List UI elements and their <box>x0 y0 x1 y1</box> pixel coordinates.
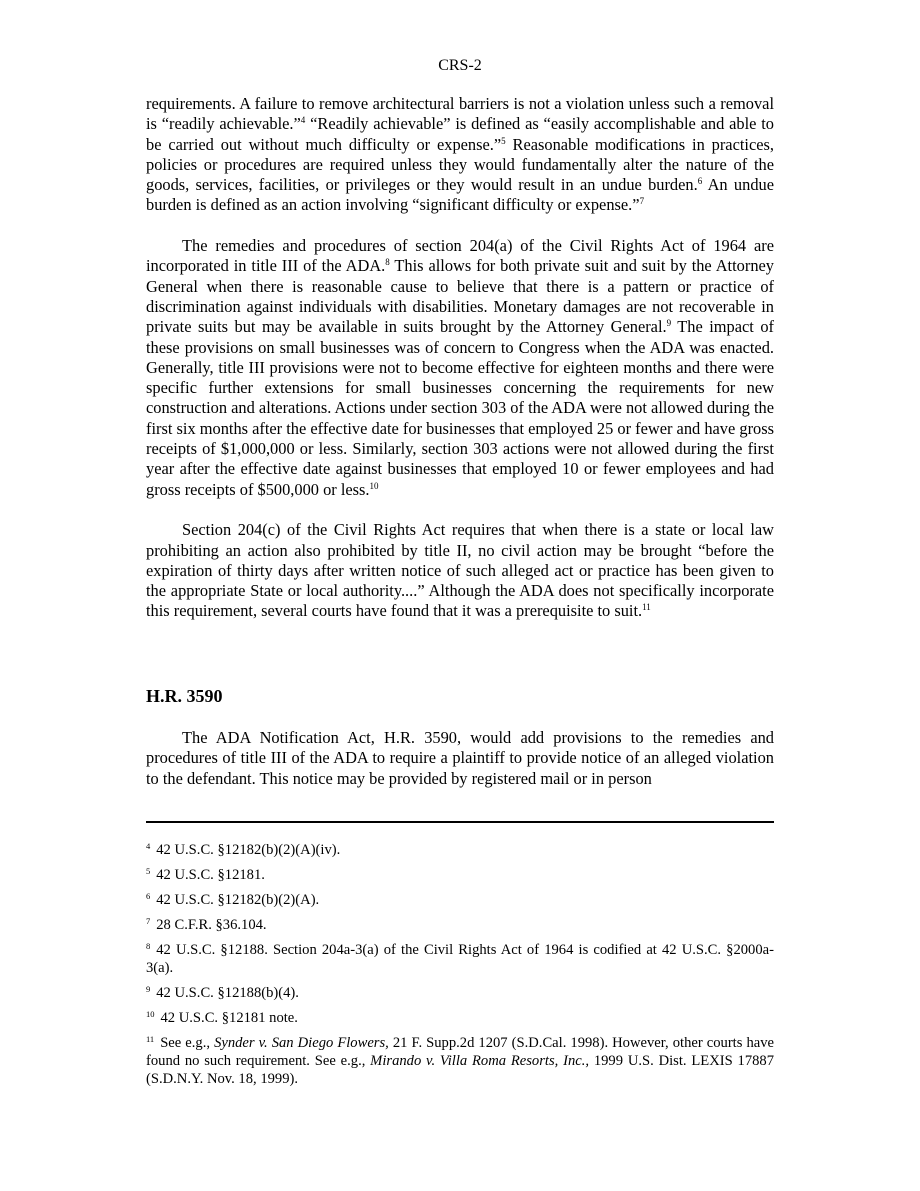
footnote-ref-6[interactable]: 6 <box>697 176 703 187</box>
paragraph-text: Reasonable modifications in practices, policies or procedures are required unless they would fundamentally alter the nature of the goods, services, facilities, or privileges or they would result in an undue burden. <box>146 134 774 195</box>
footnote-number: 8 <box>146 941 151 951</box>
footnote-text: 42 U.S.C. §12181. <box>156 867 265 883</box>
case-citation-mirando: Mirando v. Villa Roma Resorts, Inc., <box>370 1053 590 1069</box>
footnote-10 <box>146 1009 774 1027</box>
page-number-label: CRS-2 <box>438 57 482 74</box>
paragraph-section-204c <box>146 520 774 621</box>
footnote-8 <box>146 941 774 977</box>
footnote-9 <box>146 984 774 1002</box>
paragraph-text: The impact of these provisions on small businesses was of concern to Congress when the ADA was enacted. Generally, title III provisions were not to become effective for eighteen months and there were specific further extensions for small businesses concerning the requirements for new construction and alterations. Actions under section 303 of the ADA were not allowed during the first six months after the effective date for businesses that employed 25 or fewer and have gross receipts of $1,000,000 or less. Similarly, section 303 actions were not allowed during the first year after the effective date against businesses that employed 10 or fewer employees and had gross receipts of $500,000 or less. <box>146 317 774 499</box>
footnote-ref-10[interactable]: 10 <box>369 480 379 491</box>
section-body-text <box>146 728 774 789</box>
footnote-text: 21 F. Supp.2d 1207 (S.D.Cal. 1998). However, other courts have found no such requirement. See e.g., <box>146 1035 774 1069</box>
footnote-ref-11[interactable]: 11 <box>642 602 651 613</box>
footnote-number: 6 <box>146 891 151 901</box>
paragraph-text: “Readily achievable” is defined as “easily accomplishable and able to be carried out without much difficulty or expense.” <box>146 114 774 154</box>
footnote-4 <box>146 841 774 859</box>
footnote-text: 1999 U.S. Dist. LEXIS 17887 (S.D.N.Y. Nov. 18, 1999). <box>146 1053 775 1087</box>
paragraph-text: The remedies and procedures of section 204(a) of the Civil Rights Act of 1964 are incorporated in title III of the ADA. <box>146 236 774 276</box>
paragraph-ada-notification-act: The ADA Notification Act, H.R. 3590, would add provisions to the remedies and procedures of title III of the ADA to require a plaintiff to provide notice of an alleged violation to the defendant. This notice may be provided by registered mail or in person <box>146 728 774 788</box>
paragraph-text: requirements. A failure to remove architectural barriers is not a violation unless such a removal is “readily achievable.” <box>146 94 774 134</box>
footnote-ref-8[interactable]: 8 <box>385 257 390 268</box>
footnote-number: 7 <box>146 916 151 926</box>
footnote-ref-4[interactable]: 4 <box>300 115 306 126</box>
footnote-ref-5[interactable]: 5 <box>501 135 506 146</box>
footnote-number: 9 <box>146 984 151 994</box>
footnote-text: See e.g., <box>160 1035 215 1051</box>
footnote-text: 42 U.S.C. §12181 note. <box>160 1010 298 1026</box>
page-header <box>146 56 774 76</box>
footnote-text: 42 U.S.C. §12182(b)(2)(A). <box>156 892 320 908</box>
footnote-number: 4 <box>146 841 151 851</box>
footnote-number: 11 <box>146 1034 155 1044</box>
paragraph-text: An undue burden is defined as an action involving “significant difficulty or expense.” <box>146 175 774 215</box>
section-heading: H.R. 3590 <box>146 686 223 706</box>
footnote-11 <box>146 1034 774 1088</box>
body-text <box>146 94 774 642</box>
paragraph-text: This allows for both private suit and suit by the Attorney General when there is reasonable cause to believe that there is a pattern or practice of discrimination against individuals with disabilities. Monetary damages are not recoverable in private suits but may be available in suits brought by the Attorney General. <box>146 256 774 337</box>
footnote-text: 42 U.S.C. §12182(b)(2)(A)(iv). <box>156 842 341 858</box>
footnote-6 <box>146 891 774 909</box>
footnote-divider <box>146 821 774 823</box>
footnote-ref-9[interactable]: 9 <box>666 318 672 329</box>
footnote-7 <box>146 916 774 934</box>
paragraph-text: Section 204(c) of the Civil Rights Act requires that when there is a state or local law prohibiting an action also prohibited by title II, no civil action may be brought “before the expiration of thirty days after written notice of such alleged act or practice has been given to the appropriate State or local authority....” Although the ADA does not specifically incorporate this requirement, several courts have found that it was a prerequisite to suit. <box>146 520 774 621</box>
footnote-text: 42 U.S.C. §12188(b)(4). <box>156 985 299 1001</box>
footnote-number: 10 <box>146 1009 155 1019</box>
footnote-text: 42 U.S.C. §12188. Section 204a-3(a) of the Civil Rights Act of 1964 is codified at 42 U.S.C. §2000a-3(a). <box>146 942 774 976</box>
footnote-5 <box>146 866 774 884</box>
footnote-number: 5 <box>146 866 151 876</box>
footnotes-list <box>146 841 774 1095</box>
footnote-text: 28 C.F.R. §36.104. <box>156 917 267 933</box>
case-citation-synder: Synder v. San Diego Flowers, <box>214 1035 389 1051</box>
paragraph-accessibility-requirements <box>146 94 774 216</box>
footnote-ref-7[interactable]: 7 <box>639 196 645 207</box>
paragraph-remedies-procedures <box>146 236 774 500</box>
